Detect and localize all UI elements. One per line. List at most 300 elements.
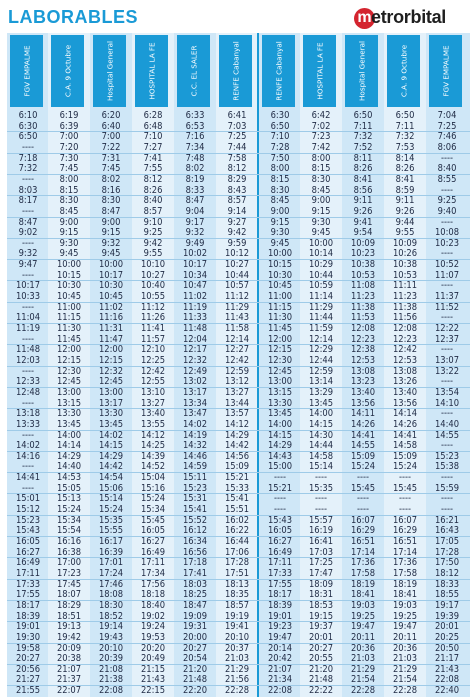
logo-text: etrorbital [371,7,447,27]
time-cell: 22:28 [350,685,376,697]
time-cell: 17:55 [267,578,293,590]
time-cell: 21:29 [392,663,418,675]
time-cell: 9:40 [437,205,457,217]
time-cell: 16:38 [56,546,82,558]
time-cell: 16:05 [140,525,166,537]
time-cell: 14:40 [56,461,82,473]
time-cell: 13:45 [98,418,124,430]
time-cell: 14:11 [350,408,376,420]
time-cell: 20:20 [140,642,166,654]
time-cell: 16:21 [434,514,460,526]
time-cell: 9:26 [353,205,373,217]
time-cell: ---- [440,472,454,484]
time-cell: 7:25 [227,131,247,143]
time-cell: 13:30 [267,397,293,409]
time-cell: 20:25 [434,631,460,643]
time-cell: 16:44 [224,536,250,547]
time-cell: 15:45 [350,482,376,494]
time-cell: 13:56 [350,397,376,409]
time-cell: 7:00 [59,131,79,143]
column-header [93,35,126,107]
time-cell: 13:47 [182,408,208,420]
time-cell: 11:56 [392,312,418,324]
time-cell: ---- [21,205,35,217]
time-cell: 9:00 [311,195,331,207]
time-cell: 14:59 [182,461,208,473]
time-cell: 10:52 [434,259,460,271]
time-cell: 10:30 [98,280,124,292]
time-cell: 16:34 [182,536,208,547]
time-cell: 18:30 [98,599,124,611]
time-cell: 10:33 [15,291,41,303]
time-cell: 22:07 [56,685,82,697]
time-cell: 17:34 [140,567,166,579]
time-cell: 9:10 [143,216,163,228]
time-cell: 9:17 [185,216,205,228]
time-cell: 9:15 [101,227,121,239]
time-cell: 12:45 [267,365,293,377]
time-cell: 14:53 [56,472,82,484]
time-cell: 13:40 [350,386,376,398]
time-cell: 13:00 [98,386,124,398]
time-cell: 11:30 [267,312,293,324]
time-cell: 11:15 [56,312,82,324]
time-cell: ---- [440,504,454,516]
time-cell: 10:00 [267,248,293,260]
time-cell: 16:05 [15,536,41,547]
page-title: LABORABLES [8,7,138,27]
time-cell: 16:07 [392,514,418,526]
time-cell: 15:52 [182,514,208,526]
time-cell: 18:13 [224,578,250,590]
time-cell: 18:53 [308,599,334,611]
time-cell: 21:07 [267,663,293,675]
time-cell: 12:10 [140,344,166,356]
time-cell: 13:00 [56,386,82,398]
time-cell: 8:03 [18,184,38,196]
time-cell: 20:37 [224,642,250,654]
time-cell: 21:17 [434,653,460,665]
time-cell: 9:00 [270,205,290,217]
time-cell: 11:33 [182,312,208,324]
time-cell: 7:32 [353,131,373,143]
time-cell: 9:04 [185,205,205,217]
time-cell: 7:41 [143,152,163,164]
time-cell: 12:53 [350,354,376,366]
time-cell: 8:26 [395,163,415,175]
time-cell: 13:17 [98,397,124,409]
time-cell: 9:00 [101,216,121,228]
time-cell: 20:50 [434,642,460,654]
time-cell: 17:36 [392,557,418,569]
column-header-label: FGV EMPALME [22,45,31,97]
column-header [135,35,168,107]
time-cell: 11:11 [392,280,418,292]
time-cell: 15:33 [224,482,250,494]
time-cell: 8:40 [143,195,163,207]
time-cell: 14:00 [56,429,82,441]
time-cell: 7:10 [143,131,163,143]
time-cell: 21:38 [98,674,124,686]
time-cell: 22:08 [267,685,293,697]
time-cell: 9:27 [227,216,247,228]
time-cell: 6:48 [143,120,163,132]
time-cell: 11:47 [98,333,124,345]
time-cell: 19:43 [98,631,124,643]
time-cell: 9:32 [101,237,121,249]
time-cell: 17:50 [434,557,460,569]
time-cell: 12:30 [267,354,293,366]
time-cell: 17:46 [98,578,124,590]
time-cell: 11:38 [392,301,418,313]
time-cell: 10:34 [182,269,208,281]
time-cell: ---- [273,504,287,516]
time-cell: 17:47 [308,567,334,579]
time-cell: 18:19 [350,578,376,590]
time-cell: 15:09 [350,450,376,462]
time-cell: 9:42 [143,237,163,249]
time-cell: 14:40 [434,418,460,430]
time-cell: 15:04 [140,472,166,484]
time-cell: 7:16 [185,131,205,143]
time-cell: 14:16 [15,450,41,462]
column-header-label: HOSPITAL LA FE [147,42,156,100]
time-cell: 11:02 [98,301,124,313]
time-cell: 9:55 [395,227,415,239]
time-cell: 15:31 [182,493,208,505]
time-cell: 11:08 [350,280,376,292]
time-cell: 8:47 [101,205,121,217]
time-cell: 8:06 [437,141,457,153]
time-cell: 21:08 [98,663,124,675]
time-cell: ---- [440,152,454,164]
time-cell: 21:34 [267,674,293,686]
time-cell: 15:23 [182,482,208,494]
time-cell: 17:11 [267,557,293,569]
time-cell: 11:00 [56,301,82,313]
time-cell: 11:37 [434,291,460,303]
time-cell: 11:26 [140,312,166,324]
time-cell: 19:24 [140,621,166,633]
time-cell: 6:41 [227,110,247,121]
time-cell: 15:11 [182,472,208,484]
time-cell: 19:13 [56,621,82,633]
time-cell: 9:42 [227,227,247,239]
column-header [429,35,462,107]
time-cell: 11:48 [182,323,208,334]
time-cell: 18:51 [56,610,82,622]
time-cell: 20:56 [15,663,41,675]
column-header-label: RENFE Cabanyal [274,41,283,101]
time-cell: 19:39 [434,610,460,622]
time-cell: 21:03 [350,653,376,665]
time-cell: 21:03 [224,653,250,665]
time-cell: 21:43 [140,674,166,686]
time-cell: 11:29 [308,301,334,313]
time-cell: 18:29 [56,599,82,611]
time-cell: 6:42 [311,110,331,121]
time-cell: 6:50 [18,131,38,143]
time-cell: 18:41 [392,589,418,601]
time-cell: 12:42 [224,354,250,366]
time-cell: 12:37 [434,333,460,345]
time-cell: 10:57 [224,280,250,292]
time-cell: 8:30 [59,195,79,207]
time-cell: 8:47 [185,195,205,207]
time-cell: 15:09 [224,461,250,473]
time-cell: 7:00 [101,131,121,143]
time-cell: ---- [21,429,35,441]
time-cell: 10:17 [15,280,41,292]
time-cell: ---- [440,312,454,324]
time-cell: ---- [398,493,412,505]
time-cell: 6:33 [185,110,205,121]
time-cell: 10:30 [267,269,293,281]
time-cell: 17:45 [56,578,82,590]
time-cell: 6:53 [185,120,205,132]
time-cell: 6:40 [101,120,121,132]
time-cell: 13:40 [392,386,418,398]
time-cell: 6:50 [395,110,415,121]
time-cell: 19:47 [392,621,418,633]
time-cell: 16:16 [56,536,82,547]
time-cell: 22:28 [224,685,250,697]
time-cell: 15:23 [15,514,41,526]
time-cell: 20:00 [182,631,208,643]
time-cell: 8:15 [270,173,290,185]
time-cell: 15:57 [308,514,334,526]
time-cell: 17:25 [308,557,334,569]
time-cell: 13:27 [140,397,166,409]
time-cell: 18:40 [140,599,166,611]
time-cell: 22:40 [434,685,460,697]
timetable-grid [7,33,470,697]
time-cell: 6:30 [270,110,290,121]
time-cell: ---- [356,504,370,516]
time-cell: 8:26 [143,184,163,196]
time-cell: 9:25 [437,195,457,207]
time-cell: 11:45 [56,333,82,345]
time-cell: 8:56 [353,184,373,196]
time-cell: 13:44 [224,397,250,409]
column-header [219,35,252,107]
time-cell: 15:34 [140,504,166,516]
time-cell: 13:40 [140,408,166,420]
time-cell: ---- [356,493,370,505]
time-cell: 17:11 [140,557,166,569]
time-cell: 7:27 [143,141,163,153]
time-cell: 21:27 [15,674,41,686]
time-cell: 15:43 [267,514,293,526]
column-header [303,35,336,107]
time-cell: 13:22 [434,365,460,377]
time-cell: 18:52 [98,610,124,622]
time-cell: ---- [21,333,35,345]
time-cell: 21:15 [140,663,166,675]
time-cell: 17:05 [434,536,460,547]
time-cell: 14:19 [182,429,208,441]
time-cell: 8:43 [227,184,247,196]
column-header-label: HOSPITAL LA FE [315,42,324,100]
time-cell: 15:55 [98,525,124,537]
time-cell: 18:57 [224,599,250,611]
time-cell: 19:41 [224,621,250,633]
time-cell: 15:41 [224,493,250,505]
time-cell: 11:23 [392,291,418,303]
logo-mark: m [354,8,375,29]
time-cell: 6:30 [18,120,38,132]
time-cell: 13:45 [267,408,293,420]
time-cell: 7:02 [311,120,331,132]
time-cell: 11:19 [182,301,208,313]
time-cell: 19:03 [392,599,418,611]
time-cell: ---- [314,493,328,505]
time-cell: 10:27 [140,269,166,281]
time-cell: 18:17 [267,589,293,601]
time-cell: 8:17 [18,195,38,207]
time-cell: 17:11 [15,567,41,579]
time-cell: 11:23 [350,291,376,303]
time-cell: 7:48 [185,152,205,164]
time-cell: 10:26 [392,248,418,260]
time-cell: 16:22 [224,525,250,537]
time-cell: 7:32 [18,163,38,175]
time-cell: 22:15 [140,685,166,697]
time-cell: 20:36 [392,642,418,654]
time-cell: 21:03 [392,653,418,665]
time-cell: 14:30 [308,429,334,441]
time-cell: 18:12 [434,567,460,579]
time-cell: 15:21 [224,472,250,484]
time-cell: 11:58 [224,323,250,334]
time-cell: 15:43 [15,525,41,537]
time-cell: 12:04 [182,333,208,345]
time-cell: 9:59 [227,237,247,249]
time-cell: 15:16 [140,482,166,494]
time-cell: 19:58 [15,642,41,654]
time-cell: 13:14 [308,376,334,388]
time-cell: 15:54 [56,525,82,537]
time-cell: 19:25 [392,610,418,622]
time-cell: 17:58 [350,567,376,579]
time-cell: 9:47 [18,259,38,271]
time-cell: 20:55 [308,653,334,665]
time-cell: ---- [21,269,35,281]
time-cell: 13:12 [224,376,250,388]
time-cell: 10:53 [350,269,376,281]
time-cell: 9:30 [59,237,79,249]
time-cell: 10:59 [308,280,334,292]
time-cell: 17:41 [182,567,208,579]
time-cell: 14:12 [140,429,166,441]
time-cell: 9:32 [185,227,205,239]
time-cell: 18:33 [434,578,460,590]
time-cell: 8:15 [311,163,331,175]
time-cell: 19:37 [308,621,334,633]
time-cell: 14:54 [98,472,124,484]
time-cell: 14:15 [308,418,334,430]
time-cell: 13:56 [392,397,418,409]
time-cell: 16:49 [267,546,293,558]
time-cell: 8:00 [311,152,331,164]
time-cell: 8:11 [353,152,373,164]
time-cell: 7:11 [395,120,415,132]
time-cell: 13:30 [56,408,82,420]
time-cell: ---- [21,237,35,249]
time-cell: 8:14 [395,152,415,164]
time-cell: ---- [440,184,454,196]
time-cell: 11:02 [182,291,208,303]
time-cell: 14:29 [267,440,293,452]
time-cell: 11:07 [434,269,460,281]
time-cell: 16:41 [308,536,334,547]
time-cell: 9:14 [227,205,247,217]
time-cell: 11:53 [350,312,376,324]
time-cell: 17:01 [98,557,124,569]
time-cell: 13:55 [140,418,166,430]
time-cell: 14:10 [434,397,460,409]
time-cell: 12:15 [98,354,124,366]
time-cell: 20:27 [182,642,208,654]
time-cell: 21:07 [56,663,82,675]
time-cell: 14:42 [224,440,250,452]
time-cell: 18:31 [308,589,334,601]
time-cell: 10:44 [224,269,250,281]
time-cell: 12:27 [224,344,250,356]
time-cell: 11:52 [434,301,460,313]
time-cell: 12:03 [15,354,41,366]
time-cell: 21:37 [56,674,82,686]
time-cell: 7:04 [437,110,457,121]
time-cell: 10:30 [56,280,82,292]
time-cell: 8:41 [395,173,415,185]
time-cell: 9:45 [59,248,79,260]
time-cell: 16:56 [182,546,208,558]
time-cell: 7:34 [185,141,205,153]
time-cell: 8:59 [395,184,415,196]
time-cell: 15:00 [267,461,293,473]
time-cell: 11:38 [350,301,376,313]
time-cell: 11:44 [308,312,334,324]
time-cell: 20:49 [140,653,166,665]
time-cell: 8:57 [143,205,163,217]
time-cell: 14:29 [224,429,250,441]
time-cell: 6:28 [143,110,163,121]
time-cell: 12:23 [350,333,376,345]
time-cell: 10:09 [392,237,418,249]
time-cell: 9:25 [143,227,163,239]
time-cell: 13:30 [98,408,124,420]
time-cell: 20:27 [15,653,41,665]
time-cell: 18:39 [267,599,293,611]
time-cell: 10:08 [434,227,460,239]
time-cell: 15:24 [392,461,418,473]
time-cell: 18:41 [350,589,376,601]
time-cell: ---- [21,173,35,185]
time-cell: 13:00 [267,376,293,388]
time-cell: 18:35 [224,589,250,601]
time-cell: ---- [440,280,454,292]
time-cell: 10:15 [56,269,82,281]
time-cell: 20:01 [308,631,334,643]
time-cell: 13:33 [15,418,41,430]
time-cell: 19:14 [98,621,124,633]
time-cell: 16:29 [392,525,418,537]
time-cell: 22:08 [98,685,124,697]
time-cell: 7:42 [311,141,331,153]
time-cell: 16:29 [350,525,376,537]
time-cell: 12:49 [182,365,208,377]
